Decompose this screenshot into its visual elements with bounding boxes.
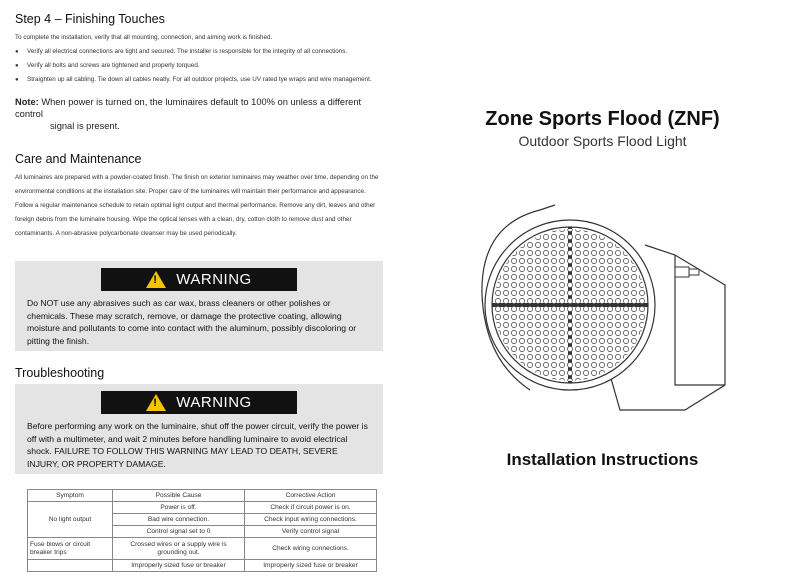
cause-cell: Improperly sized fuse or breaker xyxy=(113,560,245,572)
symptom-cell xyxy=(28,560,113,572)
table-row xyxy=(28,538,377,560)
list-item: ● Straighten up all cabling. Tie down all cables neatly. For all outdoor projects, use UV rated tye wraps and wire management. xyxy=(15,73,385,87)
column-header: Possible Cause xyxy=(113,490,245,502)
cause-cell: Crossed wires or a supply wire is grounding out. xyxy=(113,538,245,560)
warning-triangle-icon: ! xyxy=(146,394,166,411)
note-label: Note: xyxy=(15,97,39,107)
step4-list xyxy=(15,45,385,87)
note-line1: When power is turned on, the luminaires default to 100% on unless a different control xyxy=(15,97,362,119)
list-item: ● Verify all electrical connections are tight and secured. The installer is responsible for the integrity of all connections. xyxy=(15,45,385,59)
action-cell: Improperly sized fuse or breaker xyxy=(245,560,377,572)
table-row xyxy=(28,560,377,572)
warning-label: WARNING xyxy=(176,394,252,411)
cover-title: Zone Sports Flood (ZNF) xyxy=(485,108,720,130)
warning-text: Do NOT use any abrasives such as car wax, brass cleaners or other polishes or chemicals. These may scratch, remove, or damage the protective coating, allowing moisture and pollutants to come into contact with the aluminum, possibly discoloring or pitting the finish. xyxy=(27,298,357,346)
warning-header xyxy=(101,268,297,291)
cause-cell: Power is off. xyxy=(113,502,245,514)
warning-triangle-icon: ! xyxy=(146,271,166,288)
symptom-cell: Fuse blows or circuit breaker trips xyxy=(28,538,113,560)
warning-text: Before performing any work on the luminaire, shut off the power circuit, verify the power is off with a multimeter, and wait 2 minutes before handling luminaire to avoid electrical shock. FAILURE TO FOLLOW THIS WARNING MAY LEAD TO DEATH, SEVERE INJURY, OR PROPERTY DAMAGE. xyxy=(27,421,368,469)
step4-heading: Step 4 – Finishing Touches xyxy=(15,12,165,26)
led-array xyxy=(494,229,646,381)
troubleshooting-table xyxy=(27,489,377,572)
action-cell: Verify control signal xyxy=(245,526,377,538)
table-row xyxy=(28,502,377,514)
floodlight-illustration xyxy=(470,185,740,425)
cause-cell: Bad wire connection. xyxy=(113,514,245,526)
list-item: ● Verify all bolts and screws are tightened and properly torqued. xyxy=(15,59,385,73)
warning-label: WARNING xyxy=(176,271,252,288)
action-cell: Check wiring connections. xyxy=(245,538,377,560)
troubleshooting-heading: Troubleshooting xyxy=(15,366,105,380)
action-cell: Check if circuit power is on. xyxy=(245,502,377,514)
warning-box-2 xyxy=(15,384,383,474)
care-paragraph-1: All luminaires are prepared with a powder-coated finish. The finish on exterior luminaires may weather over time, depending on the environmental conditions at the installation site. Proper care of the luminaires will maintain their performance and appearance. xyxy=(15,174,379,195)
symptom-cell: No light output xyxy=(28,502,113,538)
care-paragraph-2: Follow a regular maintenance schedule to retain optimal light output and thermal performance. Remove any dirt, leaves and other foreign debris from the luminaire housing. Wipe the optical lenses with a clean, dry, cotton cloth to remove dust and other contaminants. A non-abrasive polycarbonate cleanser may be used periodically. xyxy=(15,202,376,237)
step4-intro: To complete the installation, verify that all mounting, connection, and aiming work is finished. xyxy=(15,34,273,41)
table-header-row xyxy=(28,490,377,502)
column-header: Symptom xyxy=(28,490,113,502)
action-cell: Check input wiring connections. xyxy=(245,514,377,526)
warning-box-1 xyxy=(15,261,383,351)
cause-cell: Control signal set to 0 xyxy=(113,526,245,538)
warning-header xyxy=(101,391,297,414)
note xyxy=(15,96,385,132)
care-heading: Care and Maintenance xyxy=(15,152,142,166)
column-header: Corrective Action xyxy=(245,490,377,502)
left-column xyxy=(15,12,385,241)
note-line2: signal is present. xyxy=(50,121,120,131)
cover-subtitle: Outdoor Sports Flood Light xyxy=(518,133,687,149)
cover-footer-title: Installation Instructions xyxy=(506,450,699,469)
